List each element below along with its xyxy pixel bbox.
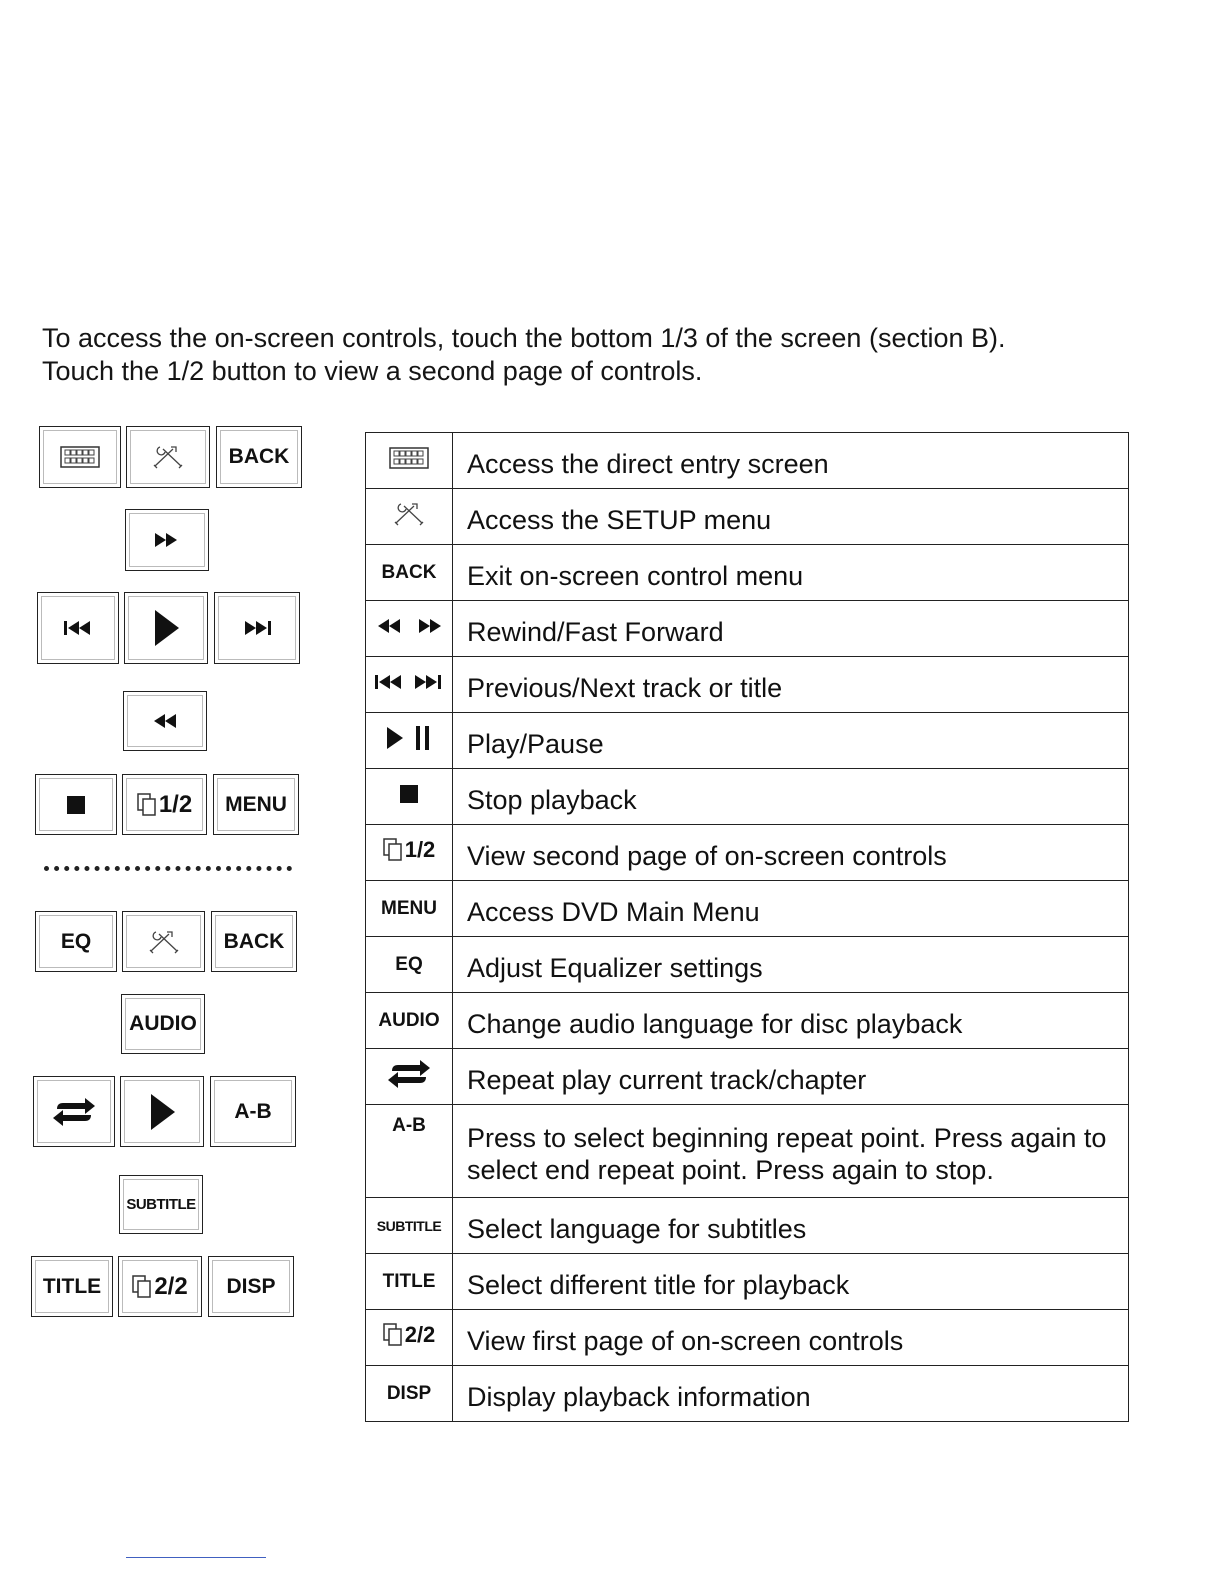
eq-button[interactable]: [35, 911, 117, 972]
table-row: [366, 433, 1129, 489]
row-icon-cell: [366, 713, 453, 769]
table-row: [366, 1310, 1129, 1366]
row-icon-text: SUBTITLE: [366, 1198, 453, 1254]
page-icon: [383, 838, 403, 862]
row-icon-text: TITLE: [366, 1254, 453, 1310]
menu-label: MENU: [225, 792, 287, 816]
table-row: [366, 937, 1129, 993]
table-row: [366, 601, 1129, 657]
row-description: Stop playback: [453, 769, 1129, 825]
rewind-fast-forward-icon: [375, 618, 443, 634]
table-row: [366, 1105, 1129, 1198]
play-icon: [147, 1092, 177, 1132]
row-description: View first page of on-screen controls: [453, 1310, 1129, 1366]
row-icon-cell: [366, 825, 453, 881]
back-label: BACK: [228, 445, 290, 468]
page-icon: [137, 793, 157, 817]
fast-forward-button[interactable]: [125, 509, 209, 571]
table-row: [366, 769, 1129, 825]
row-icon-text: 2/2: [404, 1322, 436, 1347]
row-description: Repeat play current track/chapter: [453, 1049, 1129, 1105]
row-description: Display playback information: [453, 1366, 1129, 1422]
intro-line-1: To access the on-screen controls, touch the bottom 1/3 of the screen (section B).: [42, 323, 1006, 353]
stop-button[interactable]: [35, 774, 117, 835]
keypad-icon: [60, 446, 100, 468]
row-description: Previous/Next track or title: [453, 657, 1129, 713]
row-icon-cell: [366, 769, 453, 825]
row-description: Rewind/Fast Forward: [453, 601, 1129, 657]
eq-label: EQ: [60, 929, 92, 953]
row-description: Select language for subtitles: [453, 1198, 1129, 1254]
stop-icon: [399, 784, 419, 804]
title-label: TITLE: [42, 1274, 102, 1298]
next-button[interactable]: [214, 592, 300, 664]
play-button-2[interactable]: [120, 1076, 204, 1147]
row-icon-cell: [366, 601, 453, 657]
rewind-icon: [151, 713, 179, 729]
page-two-button[interactable]: [118, 1256, 202, 1317]
row-description: Access DVD Main Menu: [453, 881, 1129, 937]
direct-entry-button[interactable]: [39, 426, 121, 488]
row-icon-text: EQ: [366, 937, 453, 993]
controls-legend-table: [365, 432, 1129, 1422]
subtitle-button[interactable]: [119, 1175, 203, 1234]
disp-label: DISP: [226, 1274, 276, 1298]
row-icon-text: MENU: [366, 881, 453, 937]
row-description: Select different title for playback: [453, 1254, 1129, 1310]
row-description: Play/Pause: [453, 713, 1129, 769]
intro-text: [42, 322, 1142, 388]
table-row: [366, 657, 1129, 713]
repeat-icon: [386, 1059, 432, 1089]
previous-next-icon: [373, 674, 445, 690]
page-half-button[interactable]: [122, 774, 207, 835]
row-icon-cell: [366, 657, 453, 713]
ab-repeat-button[interactable]: [210, 1076, 296, 1147]
disp-button[interactable]: [208, 1256, 294, 1317]
back-button-2[interactable]: [211, 911, 297, 972]
page-half-label: 1/2: [158, 790, 193, 818]
row-icon-cell: [366, 489, 453, 545]
table-row: [366, 1254, 1129, 1310]
menu-button[interactable]: [213, 774, 299, 835]
tools-icon: [147, 929, 181, 955]
rewind-button[interactable]: [123, 691, 207, 751]
table-row: [366, 1366, 1129, 1422]
table-row: [366, 489, 1129, 545]
table-row: [366, 545, 1129, 601]
fast-forward-icon: [153, 532, 181, 548]
tools-icon: [392, 501, 426, 527]
page-two-label: 2/2: [154, 1272, 188, 1300]
back-label-2: BACK: [223, 929, 285, 953]
previous-button[interactable]: [37, 592, 119, 664]
table-row: [366, 1198, 1129, 1254]
table-row: [366, 825, 1129, 881]
back-button[interactable]: [216, 426, 302, 488]
previous-track-icon: [62, 620, 94, 636]
row-description: Adjust Equalizer settings: [453, 937, 1129, 993]
play-icon: [151, 608, 181, 648]
next-track-icon: [241, 620, 273, 636]
setup-button-2[interactable]: [122, 911, 205, 972]
stop-icon: [66, 795, 86, 815]
table-row: [366, 881, 1129, 937]
intro-line-2: Touch the 1/2 button to view a second page of controls.: [42, 356, 703, 386]
row-description: Press to select beginning repeat point. Press again to select end repeat point. Press again to stop.: [453, 1105, 1129, 1198]
row-icon-text: A-B: [366, 1105, 453, 1198]
page-icon: [383, 1323, 403, 1347]
row-description: Exit on-screen control menu: [453, 545, 1129, 601]
page-icon: [132, 1275, 152, 1299]
row-icon-text: BACK: [366, 545, 453, 601]
row-icon-cell: [366, 1049, 453, 1105]
keypad-icon: [389, 447, 429, 469]
row-icon-cell: [366, 1310, 453, 1366]
row-description: Access the SETUP menu: [453, 489, 1129, 545]
subtitle-label: SUBTITLE: [126, 1196, 196, 1213]
repeat-icon: [51, 1097, 97, 1127]
table-row: [366, 713, 1129, 769]
setup-button[interactable]: [126, 426, 210, 488]
row-description: Access the direct entry screen: [453, 433, 1129, 489]
table-row: [366, 1049, 1129, 1105]
ab-label: A-B: [234, 1099, 272, 1123]
footer-rule: [126, 1557, 266, 1558]
play-pause-icon: [383, 724, 435, 752]
audio-button[interactable]: [121, 994, 205, 1054]
row-description: View second page of on-screen controls: [453, 825, 1129, 881]
tools-icon: [151, 444, 185, 470]
row-icon-text: DISP: [366, 1366, 453, 1422]
audio-label: AUDIO: [129, 1012, 197, 1035]
row-icon-text: 1/2: [404, 837, 436, 862]
title-button[interactable]: [31, 1256, 113, 1317]
play-button[interactable]: [124, 592, 208, 664]
table-row: [366, 993, 1129, 1049]
row-description: Change audio language for disc playback: [453, 993, 1129, 1049]
page-divider: [44, 858, 292, 871]
row-icon-cell: [366, 433, 453, 489]
row-icon-text: AUDIO: [366, 993, 453, 1049]
repeat-button[interactable]: [33, 1076, 115, 1147]
